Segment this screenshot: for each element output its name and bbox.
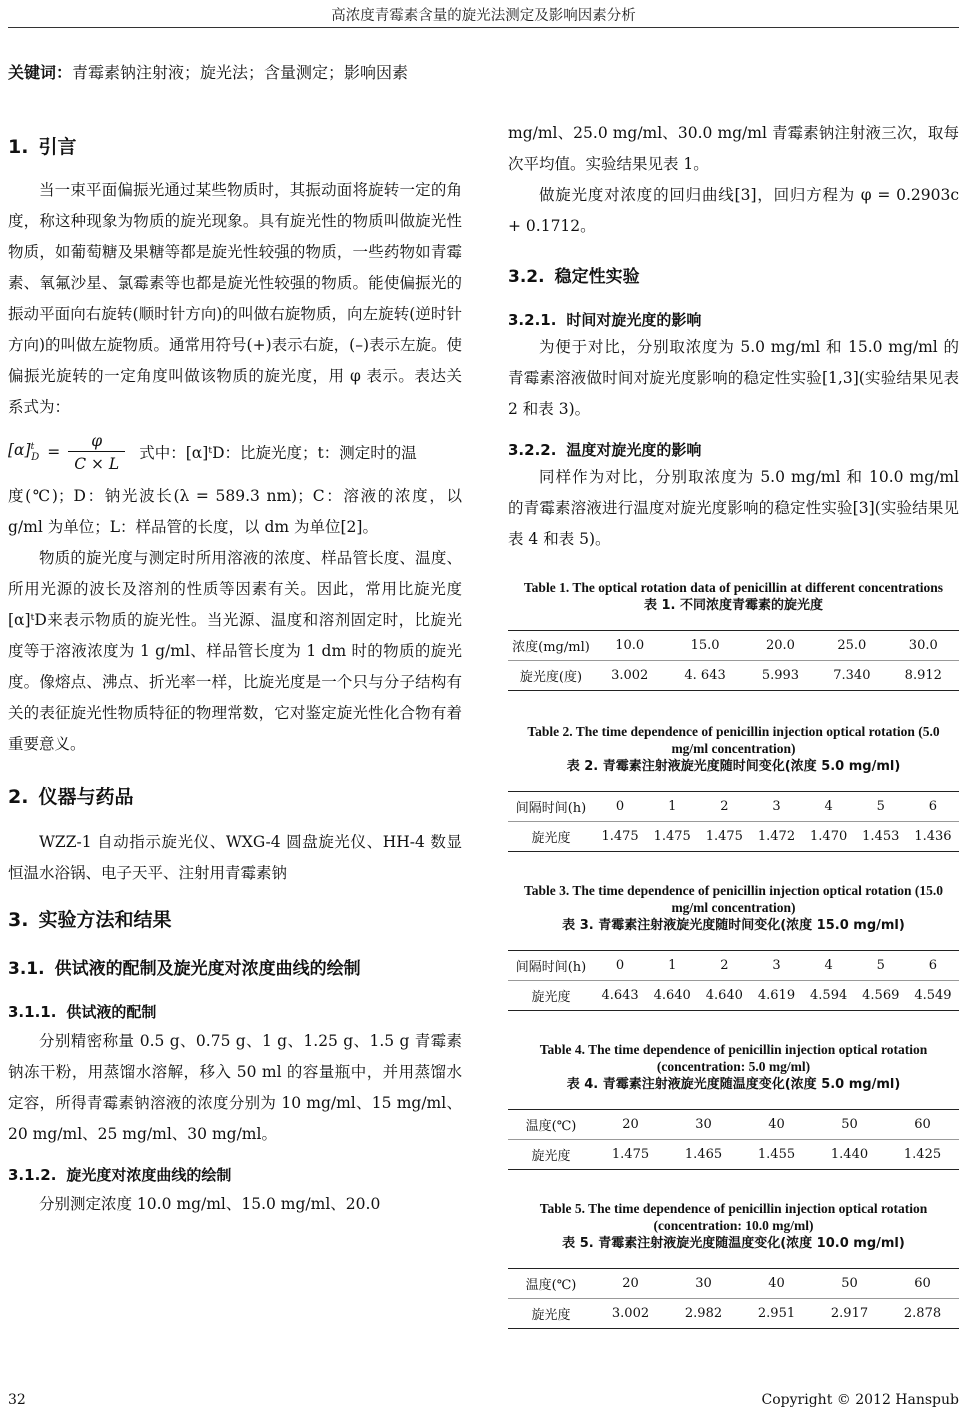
section-3-1-2-paragraph-2: 做旋光度对浓度的回归曲线[3]，回归方程为 φ = 0.2903c + 0.1712。: [508, 186, 959, 235]
table-2: [508, 723, 959, 852]
table-row: [508, 951, 959, 981]
table-cell: 1.465: [667, 1140, 740, 1170]
table-row: [508, 1140, 959, 1170]
table-cell: 8.912: [888, 661, 959, 691]
formula-numerator: φ: [91, 431, 103, 450]
section-3-1-1-heading: [8, 1001, 462, 1022]
section-3-2-title: 稳定性实验: [554, 267, 640, 287]
section-2-title: 仪器与药品: [38, 786, 134, 808]
table-3: [508, 882, 959, 1011]
table-2-grid: [508, 791, 959, 852]
section-3-1-1-title: 供试液的配制: [66, 1003, 157, 1021]
section-3-1-title: 供试液的配制及旋光度对浓度曲线的绘制: [54, 959, 361, 979]
section-1-paragraph-1: 当一束平面偏振光通过某些物质时，其振动面将旋转一定的角度，称这种现象为物质的旋光现象。具有旋光性的物质叫做旋光性物质，如葡萄糖及果糖等都是旋光性较强的物质，一些药物如青霉素、氧氟沙星、氯霉素等也都是旋光性较强的物质。能使偏振光的振动平面向右旋转(顺时针方向)的叫做右旋物质，向左旋转(逆时针方向)的叫做左旋物质。通常用符号(+)表示右旋，(–)表示左旋。使偏振光旋转的一定角度叫做该物质的旋光度，用 φ 表示。表达关系式为：: [8, 181, 462, 416]
table-cell: 1.475: [594, 822, 646, 852]
table-cell: 2.951: [740, 1299, 813, 1329]
table-row: [508, 1269, 959, 1299]
table-cell: 4: [803, 792, 855, 822]
section-3-heading: [8, 905, 462, 932]
table-cell: 1.455: [740, 1140, 813, 1170]
table-4-caption-en: Table 4. The time dependence of penicillin injection optical rotation (concentration: 5.0 mg/ml): [539, 1042, 928, 1074]
table-cell: 30: [667, 1269, 740, 1299]
section-1-heading: [8, 132, 462, 159]
table-cell: 50: [813, 1269, 886, 1299]
table-row: [508, 661, 959, 691]
header-rule: [8, 27, 959, 28]
section-3-2-1-number: 3.2.1.: [508, 311, 557, 329]
table-cell: 2.878: [886, 1299, 959, 1329]
section-3-2-number: 3.2.: [508, 267, 545, 287]
table-cell: 7.340: [816, 661, 887, 691]
section-2-heading: [8, 782, 462, 809]
table-cell: 6: [907, 792, 959, 822]
table-cell: 5: [855, 951, 907, 981]
table-cell: 5: [855, 792, 907, 822]
table-5: [508, 1200, 959, 1329]
table-2-caption-zh: 表 2. 青霉素注射液旋光度随时间变化(浓度 5.0 mg/ml): [566, 759, 901, 774]
section-1-paragraph-2: 度(℃)；D：钠光波长(λ = 589.3 nm)；C：溶液的浓度，以 g/ml 为单位；L：样品管的长度，以 dm 为单位[2]。: [8, 487, 462, 536]
table-cell: 2.917: [813, 1299, 886, 1329]
table-cell: 2: [698, 792, 750, 822]
table-cell: 1: [646, 951, 698, 981]
table-cell: 0: [594, 951, 646, 981]
table-5-caption-zh: 表 5. 青霉素注射液旋光度随温度变化(浓度 10.0 mg/ml): [562, 1236, 905, 1251]
table-cell: 1.472: [750, 822, 802, 852]
section-3-2-2-number: 3.2.2.: [508, 441, 557, 459]
table-row: [508, 1299, 959, 1329]
formula-sub: D: [31, 451, 40, 463]
table-cell: 3: [750, 792, 802, 822]
section-3-2-2-paragraph: 同样作为对比，分别取浓度为 5.0 mg/ml 和 10.0 mg/ml 的青霉素溶液进行温度对旋光度影响的稳定性实验[3](实验结果见表 4 和表 5)。: [508, 468, 959, 548]
table-cell: 40: [740, 1110, 813, 1140]
table-cell: 30.0: [888, 631, 959, 661]
table-cell: 4. 643: [665, 661, 744, 691]
section-3-2-2-heading: [508, 439, 959, 460]
table-row: [508, 1110, 959, 1140]
table-row: [508, 981, 959, 1011]
table-3-caption-en: Table 3. The time dependence of penicillin injection optical rotation (15.0 mg/ml concentration): [523, 883, 943, 915]
table-cell: 40: [740, 1269, 813, 1299]
formula-fraction: [68, 431, 125, 474]
left-column: [8, 120, 462, 1220]
formula-alpha: [α]: [8, 441, 31, 460]
section-3-1-2-number: 3.1.2.: [8, 1166, 57, 1184]
formula-denominator: C × L: [68, 451, 125, 474]
table-cell: 20: [594, 1110, 667, 1140]
table-cell: 1.475: [698, 822, 750, 852]
section-1-title: 引言: [38, 136, 77, 158]
section-3-1-1-paragraph: 分别精密称量 0.5 g、0.75 g、1 g、1.25 g、1.5 g 青霉素钠冻干粉，用蒸馏水溶解，移入 50 ml 的容量瓶中，并用蒸馏水定容，所得青霉素钠溶液的浓度分别为 10 mg/ml、15 mg/ml、20 mg/ml、25 mg/ml、30 mg/ml。: [8, 1032, 462, 1143]
table-cell: 2.982: [667, 1299, 740, 1329]
table-cell: 6: [907, 951, 959, 981]
table-row-header: 间隔时间(h): [508, 792, 594, 822]
keywords-label: 关键词：: [8, 63, 73, 82]
table-cell: 1.475: [646, 822, 698, 852]
section-1-number: 1.: [8, 136, 29, 158]
table-cell: 1.425: [886, 1140, 959, 1170]
section-3-1-2-paragraph-start: 分别测定浓度 10.0 mg/ml、15.0 mg/ml、20.0: [39, 1195, 381, 1213]
table-1-grid: [508, 630, 959, 691]
table-row: [508, 792, 959, 822]
table-row-header: 浓度(mg/ml): [508, 631, 594, 661]
table-1-caption-en: Table 1. The optical rotation data of penicillin at different concentrations: [523, 580, 944, 595]
formula-lhs: [8, 441, 39, 462]
formula-sup: t: [30, 442, 35, 453]
table-cell: 1.453: [855, 822, 907, 852]
table-row: [508, 822, 959, 852]
table-row-header: 旋光度: [508, 981, 594, 1011]
table-cell: 4.640: [698, 981, 750, 1011]
table-row-header: 间隔时间(h): [508, 951, 594, 981]
section-3-1-2-heading: [8, 1164, 462, 1185]
section-3-2-heading: [508, 262, 959, 287]
table-cell: 1.436: [907, 822, 959, 852]
table-cell: 4.640: [646, 981, 698, 1011]
table-1-caption-zh: 表 1. 不同浓度青霉素的旋光度: [643, 598, 824, 613]
table-5-grid: [508, 1268, 959, 1329]
table-row-header: 温度(℃): [508, 1269, 594, 1299]
section-3-1-number: 3.1.: [8, 959, 45, 979]
table-cell: 4: [803, 951, 855, 981]
table-cell: 5.993: [745, 661, 816, 691]
section-3-1-2-paragraph-cont: mg/ml、25.0 mg/ml、30.0 mg/ml 青霉素钠注射液三次，取每次平均值。实验结果见表 1。: [508, 124, 959, 173]
table-4-grid: [508, 1109, 959, 1170]
section-3-1-1-number: 3.1.1.: [8, 1003, 57, 1021]
section-3-2-1-paragraph: 为便于对比，分别取浓度为 5.0 mg/ml 和 15.0 mg/ml 的青霉素溶液做时间对旋光度影响的稳定性实验[1,3](实验结果见表 2 和表 3)。: [508, 338, 959, 418]
table-2-caption-en: Table 2. The time dependence of penicillin injection optical rotation (5.0 mg/ml concentration): [527, 724, 940, 756]
right-column: [508, 118, 959, 1329]
section-3-2-1-title: 时间对旋光度的影响: [566, 311, 702, 329]
table-row-header: 旋光度: [508, 822, 594, 852]
keywords: [8, 60, 408, 83]
table-5-caption-en: Table 5. The time dependence of penicillin injection optical rotation (concentration: 10.0 mg/ml): [539, 1201, 928, 1233]
table-cell: 60: [886, 1110, 959, 1140]
table-row: [508, 631, 959, 661]
copyright: Copyright © 2012 Hanspub: [761, 1392, 959, 1408]
table-row-header: 旋光度(度): [508, 661, 594, 691]
page-number: 32: [8, 1392, 26, 1408]
section-3-1-2-title: 旋光度对浓度曲线的绘制: [66, 1166, 232, 1184]
table-cell: 3.002: [594, 661, 665, 691]
table-cell: 4.569: [855, 981, 907, 1011]
table-cell: 15.0: [665, 631, 744, 661]
table-row-header: 温度(℃): [508, 1110, 594, 1140]
table-cell: 4.594: [803, 981, 855, 1011]
table-4: [508, 1041, 959, 1170]
table-cell: 10.0: [594, 631, 665, 661]
table-cell: 4.619: [750, 981, 802, 1011]
table-cell: 1.470: [803, 822, 855, 852]
table-cell: 4.549: [907, 981, 959, 1011]
table-row-header: 旋光度: [508, 1140, 594, 1170]
section-2-paragraph-1: WZZ-1 自动指示旋光仪、WXG-4 圆盘旋光仪、HH-4 数显恒温水浴锅、电子天平、注射用青霉素钠: [8, 833, 462, 882]
table-cell: 0: [594, 792, 646, 822]
section-3-number: 3.: [8, 909, 29, 931]
table-row-header: 旋光度: [508, 1299, 594, 1329]
table-3-grid: [508, 950, 959, 1011]
section-3-2-1-heading: [508, 309, 959, 330]
table-cell: 20: [594, 1269, 667, 1299]
section-2-number: 2.: [8, 786, 29, 808]
table-cell: 2: [698, 951, 750, 981]
table-1: [508, 579, 959, 691]
table-cell: 30: [667, 1110, 740, 1140]
table-cell: 3.002: [594, 1299, 667, 1329]
table-cell: 4.643: [594, 981, 646, 1011]
keywords-text: 青霉素钠注射液；旋光法；含量测定；影响因素: [72, 63, 409, 82]
table-4-caption-zh: 表 4. 青霉素注射液旋光度随温度变化(浓度 5.0 mg/ml): [566, 1077, 901, 1092]
formula-equals: =: [47, 443, 61, 461]
table-cell: 3: [750, 951, 802, 981]
section-3-2-2-title: 温度对旋光度的影响: [566, 441, 702, 459]
formula-description: 式中：[α]ᵗD：比旋光度；t：测定时的温: [139, 444, 417, 462]
section-1-paragraph-3: 物质的旋光度与测定时所用溶液的浓度、样品管长度、温度、所用光源的波长及溶剂的性质等因素有关。因此，常用比旋光度[α]ᵗD来表示物质的旋光性。当光源、温度和溶剂固定时，比旋光度等于溶液浓度为 1 g/ml、样品管长度为 1 dm 时的物质的旋光度。像熔点、沸点、折光率一样，比旋光度是一个只与分子结构有关的表征旋光性物质特征的物理常数，它对鉴定旋光性化合物有着重要意义。: [8, 549, 462, 753]
section-3-title: 实验方法和结果: [38, 909, 172, 931]
running-head: 高浓度青霉素含量的旋光法测定及影响因素分析: [331, 8, 636, 24]
table-cell: 25.0: [816, 631, 887, 661]
table-3-caption-zh: 表 3. 青霉素注射液旋光度随时间变化(浓度 15.0 mg/ml): [562, 918, 905, 933]
table-cell: 60: [886, 1269, 959, 1299]
table-cell: 1.475: [594, 1140, 667, 1170]
table-cell: 20.0: [745, 631, 816, 661]
table-cell: 1.440: [813, 1140, 886, 1170]
section-3-1-heading: [8, 954, 462, 979]
table-cell: 50: [813, 1110, 886, 1140]
table-cell: 1: [646, 792, 698, 822]
specific-rotation-formula: [8, 423, 462, 481]
